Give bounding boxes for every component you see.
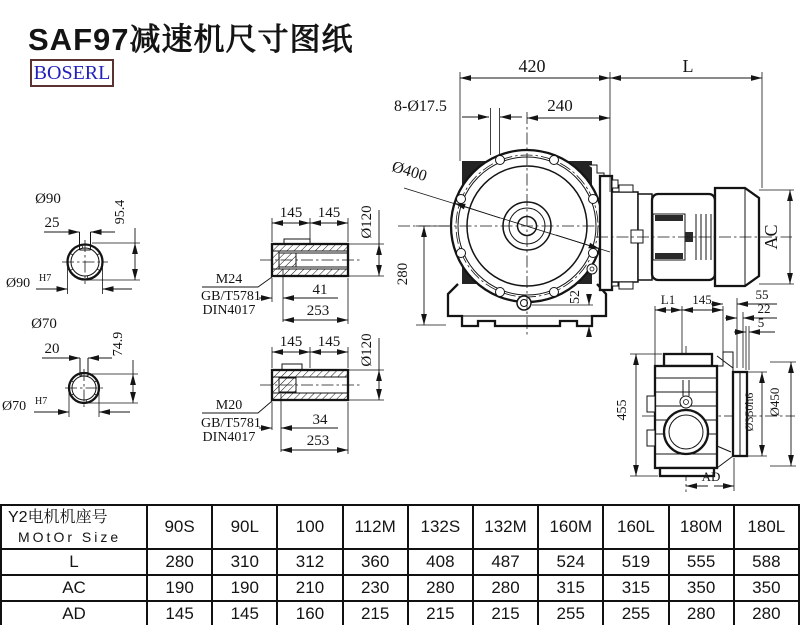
cell-AC: 210 [277,575,342,601]
dim-front-offset: 240 [547,96,573,115]
dim-foot-52: 52 [568,290,583,304]
cell-AD: 255 [538,601,603,625]
col-header: 132S [408,505,473,549]
dim-side-55: 55 [755,287,769,302]
cell-L: 360 [343,549,408,575]
dim-flange-dia: Ø400 [389,158,429,186]
dim-side-flange: Ø450 [767,387,782,417]
dim-v1-h: 95.4 [113,199,128,225]
col-header: 90L [212,505,277,549]
cell-L: 524 [538,549,603,575]
shaft-end-view-90 [6,191,140,294]
label-s1-thread: M24 [215,272,243,287]
dim-side-5: 5 [757,315,765,330]
dim-side-145: 145 [692,292,712,307]
dim-v2-h: 74.9 [111,331,126,357]
cell-L: 487 [473,549,538,575]
dim-v2-key: 20 [44,341,60,357]
front-view [390,56,794,337]
dim-motor-ac: AC [761,224,781,250]
cell-AC: 350 [669,575,734,601]
dim-s2-dia: Ø120 [359,333,375,367]
dim-s1-a: 145 [279,205,303,221]
header-motor-size [1,505,147,549]
col-header: 90S [147,505,212,549]
label-s2-std1: GB/T5781 [201,416,261,431]
dim-s2-len: 253 [306,433,330,449]
dim-s2-b: 145 [317,334,341,350]
cell-AD: 215 [473,601,538,625]
dim-v2-dia: Ø70 [31,316,57,332]
dimension-table [0,504,800,625]
cell-AD: 215 [408,601,473,625]
dim-s1-len: 253 [306,303,330,319]
dim-v2-bore: Ø70 [2,399,27,414]
page-title: SAF97减速机尺寸图纸 [28,22,354,57]
cell-L: 555 [669,549,734,575]
cell-AC: 315 [603,575,668,601]
brand-logo: BOSERL [30,59,114,87]
col-header: 100 [277,505,342,549]
cell-AC: 315 [538,575,603,601]
table-row-AC [1,575,799,601]
shaft-end-view-70 [2,316,138,417]
col-header: 160L [603,505,668,549]
cell-L: 280 [147,549,212,575]
dim-side-l1: L1 [660,292,676,307]
table-row-AD [1,601,799,625]
dim-motor-length: L [682,56,694,76]
dim-side-22: 22 [757,301,771,316]
dim-v1-key: 25 [44,215,60,231]
col-header: 132M [473,505,538,549]
label-s2-thread: M20 [215,398,243,413]
header-motor-size-cn: Y2电机机座号 [8,509,108,526]
label-s2-std2: DIN4017 [202,430,256,445]
cell-AD: 280 [669,601,734,625]
hollow-shaft-view-m20 [201,333,384,454]
dim-s1-key: 41 [312,282,328,298]
dim-bolt-holes: 8-Ø17.5 [394,98,447,115]
dim-side-ad: AD [701,469,721,484]
cell-AD: 145 [212,601,277,625]
dim-v1-fit: H7 [39,273,52,284]
row-label: AD [1,601,147,625]
dim-s1-dia: Ø120 [359,205,375,239]
cell-AD: 255 [603,601,668,625]
cell-AC: 190 [212,575,277,601]
cell-AD: 160 [277,601,342,625]
dim-s2-a: 145 [279,334,303,350]
cell-AD: 280 [734,601,799,625]
table-row-L [1,549,799,575]
col-header: 180L [734,505,799,549]
dim-v1-bore: Ø90 [6,276,31,291]
cell-AC: 230 [343,575,408,601]
dim-side-spigot: Ø350h6 [742,392,756,432]
cell-AC: 350 [734,575,799,601]
label-s1-std2: DIN4017 [202,303,256,318]
col-header: 160M [538,505,603,549]
cell-AC: 280 [473,575,538,601]
col-header: 112M [343,505,408,549]
cell-AD: 145 [147,601,212,625]
dim-front-width: 420 [518,56,546,76]
cell-AD: 215 [343,601,408,625]
col-header: 180M [669,505,734,549]
dim-front-height: 280 [395,262,411,286]
table-header-row [1,505,799,549]
cell-L: 588 [734,549,799,575]
dim-s2-key: 34 [312,412,328,428]
cell-L: 312 [277,549,342,575]
cell-AC: 280 [408,575,473,601]
dim-side-height: 455 [615,399,630,421]
row-label: L [1,549,147,575]
side-view [615,287,796,492]
cell-L: 310 [212,549,277,575]
cell-AC: 190 [147,575,212,601]
hollow-shaft-view-m24 [201,205,384,324]
dim-s1-b: 145 [317,205,341,221]
cell-L: 408 [408,549,473,575]
label-s1-std1: GB/T5781 [201,289,261,304]
dim-v2-fit: H7 [35,396,48,407]
row-label: AC [1,575,147,601]
header-motor-size-en: MOtOr Size [18,529,122,545]
dim-v1-dia: Ø90 [35,191,61,207]
cell-L: 519 [603,549,668,575]
